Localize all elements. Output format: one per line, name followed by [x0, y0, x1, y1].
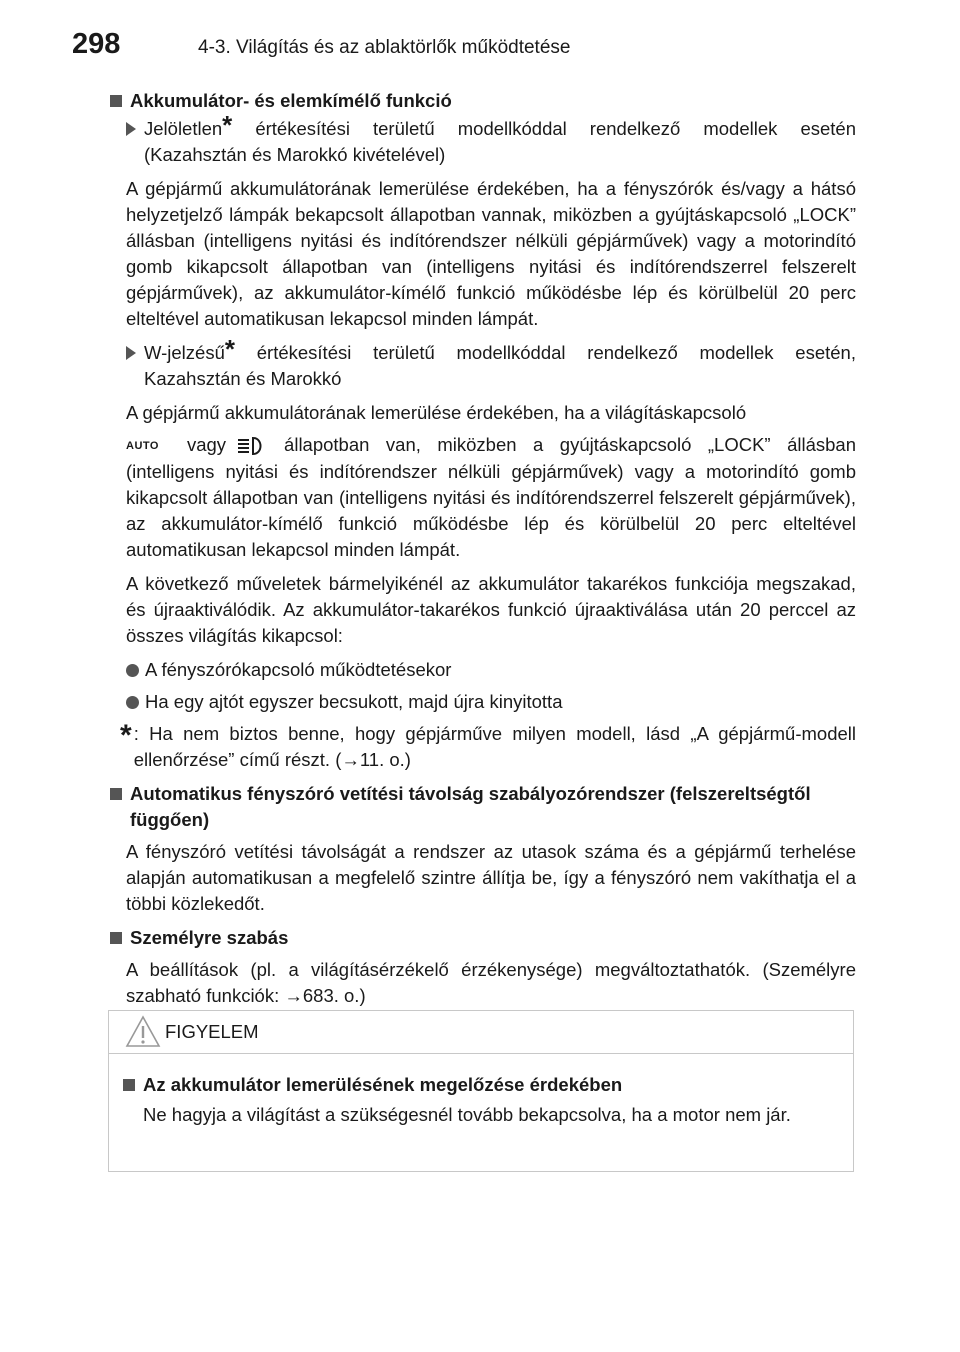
page-header — [72, 28, 570, 61]
paragraph: A gépjármű akkumulátorának lemerülése érdekében, ha a fényszórók és/vagy a hátsó helyzetjelző lámpák bekapcsolt állapotban vannak, miközben a gyújtáskapcsoló „LOCK” állásban (intelligens nyitási és indítórendszer nélküli gépjárművek) vagy a motorindító gomb kikapcsolt állapotban van (intelligens nyitási és indítórendszerrel felszerelt gépjárművek), az akkumulátor-kímélő funkció működésbe lép és körülbelül 20 perc elteltével automatikusan lekapcsol minden lámpát. — [126, 178, 856, 329]
list-item: Ha egy ajtót egyszer becsukott, majd újra kinyitotta — [108, 689, 856, 715]
square-bullet-icon — [123, 1079, 135, 1091]
warning-triangle-icon — [125, 1015, 161, 1049]
triangle-bullet-icon — [126, 122, 136, 136]
warning-label: FIGYELEM — [165, 1021, 259, 1042]
warning-box — [108, 1010, 854, 1172]
warning-title: Az akkumulátor lemerülésének megelőzése érdekében — [121, 1072, 833, 1098]
main-content — [108, 88, 856, 1017]
warning-header — [109, 1011, 853, 1054]
warning-body — [109, 1054, 853, 1128]
footnote: * : Ha nem biztos benne, hogy gépjárműve milyen modell, lásd „A gépjármű-modell ellenőrzése” című részt. (→11. o.) — [120, 719, 856, 771]
chapter-title: 4-3. Világítás és az ablaktörlők működtetése — [198, 37, 571, 58]
headlight-icon — [236, 435, 266, 457]
subheading-w-marked: W-jelzésű* értékesítési területű modellkóddal rendelkező modellek esetén, Kazahsztán és Marokkó — [108, 340, 856, 392]
paragraph: A beállítások (pl. a világításérzékelő érzékenysége) megváltoztathatók. (Személyre szabható funkciók: →683. o.) — [126, 959, 856, 1007]
square-bullet-icon — [110, 932, 122, 944]
page-number: 298 — [72, 28, 121, 60]
auto-light-icon: AUTO — [126, 440, 159, 453]
warning-text: Ne hagyja a világítást a szükségesnél tovább bekapcsolva, ha a motor nem jár. — [143, 1104, 791, 1125]
paragraph: A gépjármű akkumulátorának lemerülése érdekében, ha a világításkapcsoló — [126, 402, 747, 423]
section-heading-leveling: Automatikus fényszóró vetítési távolság szabályozórendszer (felszereltségtől függően) — [108, 781, 856, 833]
paragraph: A fényszóró vetítési távolságát a rendszer az utasok száma és a gépjármű terhelése alapján automatikusan a megfelelő szintre állítja be, így a fényszóró nem vakíthatja el a többi közlekedőt. — [126, 841, 856, 915]
section-heading-custom: Személyre szabás — [108, 925, 856, 951]
list-item: A fényszórókapcsoló működtetésekor — [108, 657, 856, 683]
triangle-bullet-icon — [126, 346, 136, 360]
square-bullet-icon — [110, 95, 122, 107]
square-bullet-icon — [110, 788, 122, 800]
circle-bullet-icon — [126, 664, 139, 677]
paragraph: AUTO vagy állapotban van, miközben a gyújtáskapcsoló „LOCK” állásban (intelligens nyitási és indítórendszer nélküli gépjárművek) vagy a motorindító gomb kikapcsolt állapotban van (intelligens nyitási és indítórendszerrel felszerelt gépjárművek), az akkumulátor-kímélő funkció működésbe lép és körülbelül 20 perc elteltével automatikusan lekapcsol minden lámpát. — [126, 434, 856, 561]
subheading-unmarked: Jelöletlen* értékesítési területű modellkóddal rendelkező modellek esetén (Kazahsztán és Marokkó kivételével) — [108, 116, 856, 168]
circle-bullet-icon — [126, 696, 139, 709]
section-heading-battery: Akkumulátor- és elemkímélő funkció — [108, 88, 856, 114]
paragraph: A következő műveletek bármelyikénél az akkumulátor takarékos funkciója megszakad, és újraaktiválódik. Az akkumulátor-takarékos funkció újraaktiválása után 20 perccel az összes világítás kikapcsol: — [126, 573, 856, 647]
